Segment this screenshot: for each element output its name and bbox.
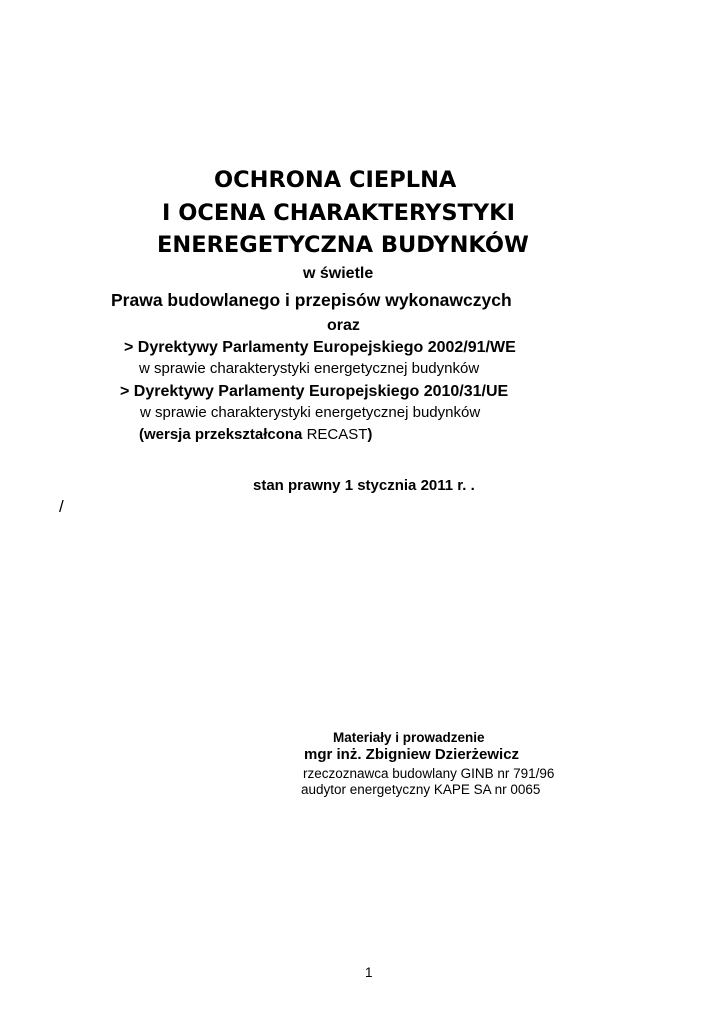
legal-state: stan prawny 1 stycznia 2011 r. . bbox=[253, 477, 475, 494]
author-name: mgr inż. Zbigniew Dzierżewicz bbox=[304, 746, 520, 763]
directive-1-note: w sprawie charakterystyki energetycznej budynków bbox=[139, 360, 480, 377]
title-line-3: ENEREGETYCZNA BUDYNKÓW bbox=[157, 232, 529, 258]
subtitle-law: Prawa budowlanego i przepisów wykonawczych bbox=[111, 290, 512, 310]
subtitle-and: oraz bbox=[327, 317, 360, 334]
recast-suffix: ) bbox=[367, 426, 373, 443]
author-role-1: rzeczoznawca budowlany GINB nr 791/96 bbox=[303, 766, 555, 781]
title-line-2: I OCENA CHARAKTERYSTYKI bbox=[162, 200, 515, 226]
recast-prefix: (wersja przekształcona bbox=[139, 426, 307, 443]
directive-2-note: w sprawie charakterystyki energetycznej budynków bbox=[140, 404, 481, 421]
title-line-1: OCHRONA CIEPLNA bbox=[214, 167, 457, 193]
author-heading: Materiały i prowadzenie bbox=[333, 730, 485, 745]
subtitle-in-light: w świetle bbox=[303, 265, 374, 282]
directive-2: > Dyrektywy Parlamenty Europejskiego 2010/31/UE bbox=[120, 383, 509, 400]
recast-line bbox=[139, 427, 372, 442]
slash-mark: / bbox=[59, 497, 64, 516]
page-number: 1 bbox=[365, 965, 373, 980]
recast-word: RECAST bbox=[306, 426, 368, 443]
author-role-2: audytor energetyczny KAPE SA nr 0065 bbox=[301, 782, 541, 797]
directive-1: > Dyrektywy Parlamenty Europejskiego 2002/91/WE bbox=[124, 339, 516, 356]
